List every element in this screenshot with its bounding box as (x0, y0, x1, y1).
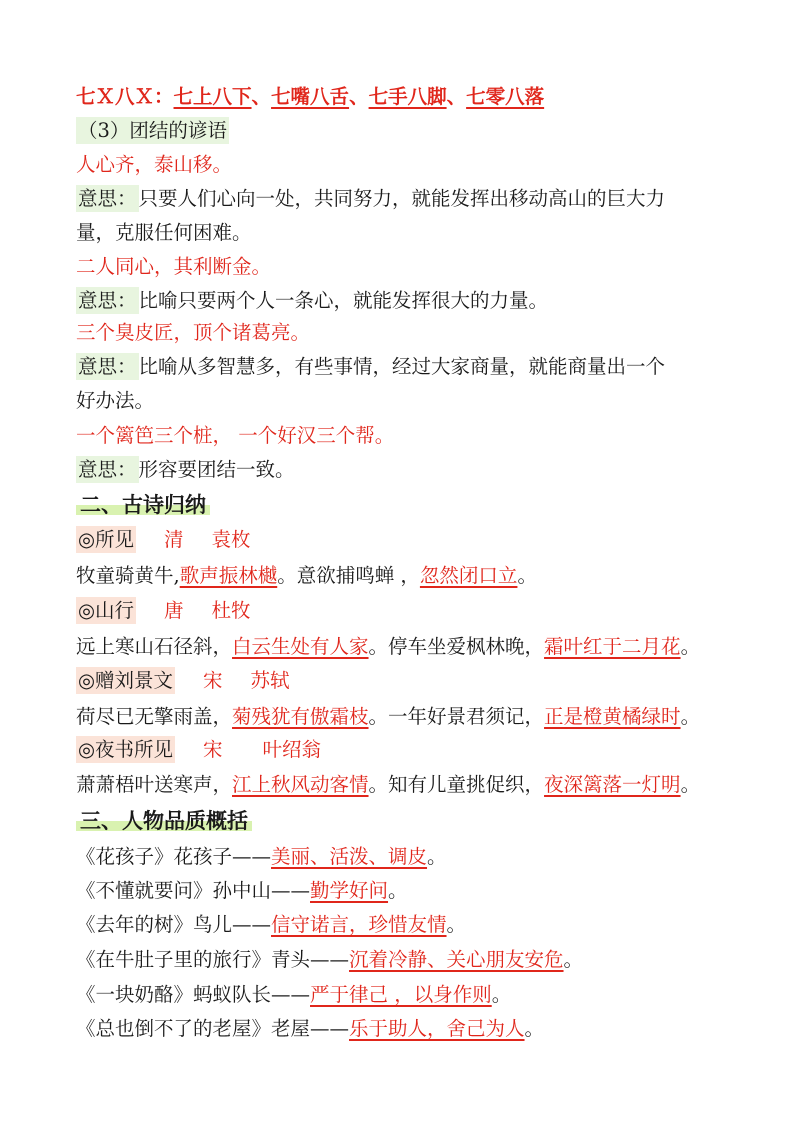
poem-blank: 歌声振林樾 (179, 564, 278, 587)
character-end: 。 (563, 948, 584, 971)
poem-dynasty: 宋 (203, 669, 223, 692)
meaning-label: 意思： (78, 187, 137, 210)
poem-text (76, 561, 760, 591)
character-quality: 勤学好问 (310, 879, 389, 902)
idiom-separator: 、 (349, 85, 369, 108)
poem-blank: 忽然闭口立 (419, 564, 518, 587)
meaning-text: 形容要团结一致。 (138, 458, 295, 481)
character-line (76, 876, 760, 906)
meaning-label: 意思： (78, 458, 137, 481)
character-line (76, 910, 760, 940)
poem-dynasty: 唐 (164, 599, 184, 622)
poem-plain: 远上寒山石径斜， (76, 635, 233, 658)
idiom-separator: 、 (446, 85, 467, 108)
poem-plain: 。 (680, 635, 701, 658)
character-end: 。 (427, 845, 447, 868)
poem-title: ◎赠刘景文 (78, 669, 174, 692)
character-line (76, 842, 760, 872)
poem-blank: 霜叶红于二月花 (544, 635, 681, 658)
poem-plain: 。一年好景君须记， (368, 705, 545, 728)
poem-plain: 。停车坐爱枫林晚， (368, 635, 545, 658)
character-prefix: 《不懂就要问》孙中山—— (76, 879, 311, 902)
poem-text (76, 702, 760, 732)
character-prefix: 《一块奶酪》蚂蚁队长—— (76, 983, 311, 1006)
poem-text (76, 770, 760, 800)
character-line (76, 980, 760, 1010)
meaning-text: 比喻从多智慧多，有些事情，经过大家商量，就能商量出一个 (138, 355, 666, 378)
poem-header (76, 735, 760, 765)
character-end: 。 (524, 1017, 545, 1040)
heading-character-qualities: 三、人物品质概括 (76, 809, 252, 833)
character-prefix: 《花孩子》花孩子—— (76, 845, 272, 868)
character-end: 。 (446, 913, 467, 936)
proverb-meaning-line (76, 184, 760, 214)
poem-blank: 夜深篱落一灯明 (544, 773, 681, 796)
poem-title: ◎山行 (78, 599, 135, 622)
meaning-text-cont: 好办法。 (76, 389, 155, 412)
poem-plain: 牧童骑黄牛, (76, 564, 180, 587)
poem-plain: 。知有儿童挑促织， (368, 773, 545, 796)
proverb-text: 一个篱笆三个桩， 一个好汉三个帮。 (76, 424, 395, 447)
poem-dynasty: 清 (164, 528, 184, 551)
poem-blank: 菊残犹有傲霜枝 (232, 705, 369, 728)
poem-plain: 萧萧梧叶送寒声， (76, 773, 233, 796)
idiom-item: 七上八下 (173, 85, 252, 108)
poem-header (76, 596, 760, 626)
proverb-meaning-line (76, 455, 760, 485)
poem-blank: 江上秋风动客情 (232, 773, 369, 796)
character-prefix: 《总也倒不了的老屋》老屋—— (76, 1017, 350, 1040)
poem-author: 叶绍翁 (262, 738, 322, 761)
poem-header (76, 666, 760, 696)
heading-ancient-poems-line (76, 490, 760, 521)
character-end: 。 (388, 879, 408, 902)
proverb-text: 人心齐，泰山移。 (76, 153, 233, 176)
poem-author: 袁枚 (211, 528, 251, 551)
poem-plain: 荷尽已无擎雨盖， (76, 705, 233, 728)
poem-blank: 白云生处有人家 (232, 635, 369, 658)
idioms-prefix: 七Ｘ八Ｘ： (76, 85, 174, 108)
character-quality: 严于律己 ，以身作则 (310, 983, 492, 1006)
meaning-label: 意思： (78, 289, 137, 312)
meaning-text-cont: 量，克服任何困难。 (76, 221, 252, 244)
poem-author: 苏轼 (250, 669, 290, 692)
section3-title-line (76, 116, 760, 146)
poem-plain: 。 (680, 773, 701, 796)
character-prefix: 《在牛肚子里的旅行》青头—— (76, 948, 350, 971)
proverb-meaning-line (76, 286, 760, 316)
meaning-text: 比喻只要两个人一条心，就能发挥很大的力量。 (138, 289, 549, 312)
poem-header (76, 525, 760, 555)
section3-title: （3）团结的谚语 (78, 119, 227, 142)
idiom-item: 七零八落 (466, 85, 545, 108)
idioms-line (76, 82, 760, 112)
proverb-meaning-line (76, 352, 760, 382)
poem-text (76, 632, 760, 662)
character-prefix: 《去年的树》鸟儿—— (76, 913, 272, 936)
poem-plain: 。 (517, 564, 537, 587)
poem-plain: 。意欲捕鸣蝉 ， (277, 564, 420, 587)
poem-blank: 正是橙黄橘绿时 (544, 705, 681, 728)
character-line (76, 1014, 760, 1044)
character-quality: 乐于助人，舍己为人 (349, 1017, 525, 1040)
heading-character-qualities-line (76, 806, 760, 837)
poem-plain: 。 (680, 705, 701, 728)
character-quality: 信守诺言，珍惜友情 (271, 913, 447, 936)
poem-dynasty: 宋 (203, 738, 223, 761)
meaning-text: 只要人们心向一处，共同努力，就能发挥出移动高山的巨大力 (138, 187, 666, 210)
character-line (76, 945, 760, 975)
idiom-separator: 、 (251, 85, 272, 108)
poem-title: ◎夜书所见 (78, 738, 174, 761)
idiom-item: 七手八脚 (368, 85, 447, 108)
character-end: 。 (491, 983, 512, 1006)
character-quality: 美丽、活泼、调皮 (271, 845, 428, 868)
proverb-text: 二人同心，其利断金。 (76, 255, 272, 278)
poem-title: ◎所见 (78, 528, 135, 551)
poem-author: 杜牧 (211, 599, 251, 622)
idiom-item: 七嘴八舌 (271, 85, 350, 108)
heading-ancient-poems: 二、古诗归纳 (76, 493, 210, 517)
character-quality: 沉着冷静、关心朋友安危 (349, 948, 564, 971)
proverb-text: 三个臭皮匠，顶个诸葛亮。 (76, 321, 311, 344)
meaning-label: 意思： (78, 355, 137, 378)
